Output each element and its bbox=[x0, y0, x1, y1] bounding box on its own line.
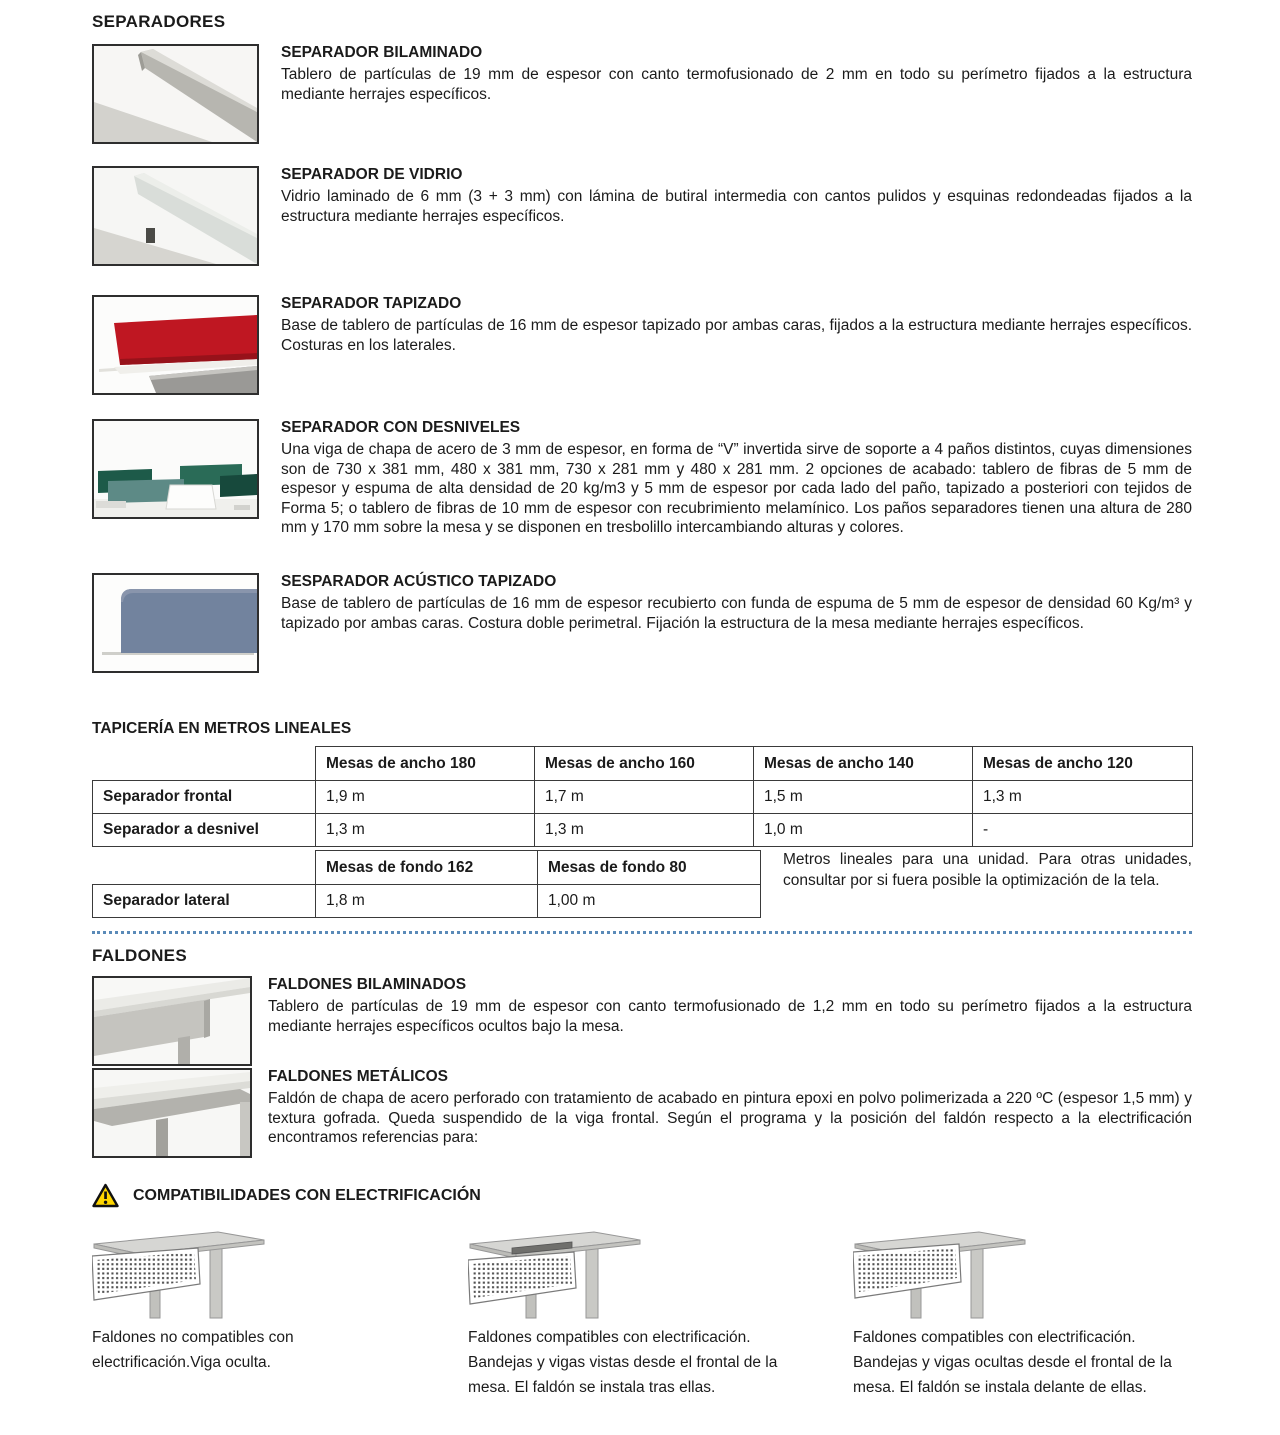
item-text bbox=[259, 419, 1192, 538]
table-cell: 1,3 m bbox=[316, 814, 535, 847]
warning-triangle-icon bbox=[92, 1183, 119, 1208]
list-item bbox=[92, 573, 1192, 673]
item-body: Vidrio laminado de 6 mm (3 + 3 mm) con lámina de butiral intermedia con cantos pulidos y esquinas redondeadas fijados a la estructura mediante herrajes específicos. bbox=[281, 188, 1192, 225]
desk-diagram-svg bbox=[468, 1230, 643, 1320]
table-header-row bbox=[93, 851, 761, 885]
diagram-faldon-vigas-vistas bbox=[468, 1230, 643, 1320]
column-header: Mesas de fondo 162 bbox=[316, 851, 538, 885]
table-corner-cell bbox=[93, 851, 316, 885]
tapiceria-note: Metros lineales para una unidad. Para otras unidades, consultar por si fuera posible la optimización de la tela. bbox=[783, 851, 1192, 889]
table-row bbox=[93, 781, 1193, 814]
compatibilidades-header bbox=[92, 1183, 481, 1208]
column-header: Mesas de ancho 160 bbox=[535, 747, 754, 781]
column-header: Mesas de fondo 80 bbox=[538, 851, 761, 885]
faldon-bilaminado-illustration bbox=[94, 978, 250, 1064]
photo-separador-con-desniveles bbox=[92, 419, 259, 519]
list-item bbox=[92, 1068, 1192, 1158]
row-label: Separador lateral bbox=[93, 885, 316, 918]
photo-separador-acustico bbox=[92, 573, 259, 673]
table-cell: 1,5 m bbox=[754, 781, 973, 814]
item-text bbox=[259, 166, 1192, 266]
list-item bbox=[92, 976, 1192, 1066]
item-body: Base de tablero de partículas de 16 mm de espesor recubierto con funda de espuma de 5 mm de espesor de densidad 60 Kg/m³ y tapizado por ambas caras. Costura doble perimetral. Fijación la estructura de la mesa mediante herrajes específicos. bbox=[281, 595, 1192, 632]
item-title: FALDONES METÁLICOS bbox=[268, 1068, 448, 1085]
item-body: Tablero de partículas de 19 mm de espesor con canto termofusionado de 1,2 mm en todo su perímetro fijados a la estructura mediante herrajes específicos ocultos bajo la mesa. bbox=[268, 998, 1192, 1035]
separador-desniveles-illustration bbox=[94, 421, 257, 517]
column-header: Mesas de ancho 140 bbox=[754, 747, 973, 781]
item-title: SEPARADOR CON DESNIVELES bbox=[281, 419, 521, 436]
item-text bbox=[252, 976, 1192, 1066]
list-item bbox=[92, 44, 1192, 144]
photo-separador-vidrio bbox=[92, 166, 259, 266]
item-text bbox=[259, 573, 1192, 673]
separador-tapizado-illustration bbox=[94, 297, 257, 393]
figure-caption: Faldones no compatibles con electrificación.Viga oculta. bbox=[92, 1329, 294, 1371]
photo-separador-tapizado bbox=[92, 295, 259, 395]
photo-faldon-bilaminado bbox=[92, 976, 252, 1066]
diagram-faldon-vigas-ocultas bbox=[853, 1230, 1028, 1320]
faldon-metalico-illustration bbox=[94, 1070, 250, 1156]
list-item bbox=[92, 419, 1192, 538]
table-cell: - bbox=[973, 814, 1193, 847]
table-row bbox=[93, 885, 761, 918]
item-title: SEPARADOR BILAMINADO bbox=[281, 44, 483, 61]
item-body: Tablero de partículas de 19 mm de espesor con canto termofusionado de 2 mm en todo su perímetro fijados a la estructura mediante herrajes específicos. bbox=[281, 66, 1192, 103]
row-label: Separador frontal bbox=[93, 781, 316, 814]
figure-caption: Faldones compatibles con electrificación. Bandejas y vigas vistas desde el frontal de la mesa. El faldón se instala tras ellas. bbox=[468, 1329, 778, 1396]
separadores-heading: SEPARADORES bbox=[92, 12, 226, 31]
table-cell: 1,00 m bbox=[538, 885, 761, 918]
item-text bbox=[252, 1068, 1192, 1158]
separador-bilaminado-illustration bbox=[94, 46, 257, 142]
photo-faldon-metalico bbox=[92, 1068, 252, 1158]
row-label: Separador a desnivel bbox=[93, 814, 316, 847]
table-corner-cell bbox=[93, 747, 316, 781]
desk-diagram-svg bbox=[92, 1230, 267, 1320]
item-title: SEPARADOR TAPIZADO bbox=[281, 295, 462, 312]
faldones-heading: FALDONES bbox=[92, 946, 187, 965]
tapiceria-table-fondo bbox=[92, 850, 761, 918]
tapiceria-heading: TAPICERÍA EN METROS LINEALES bbox=[92, 720, 352, 737]
item-title: SESPARADOR ACÚSTICO TAPIZADO bbox=[281, 573, 557, 590]
item-title: FALDONES BILAMINADOS bbox=[268, 976, 467, 993]
diagram-faldon-viga-oculta bbox=[92, 1230, 267, 1320]
table-cell: 1,0 m bbox=[754, 814, 973, 847]
item-text bbox=[259, 44, 1192, 144]
item-body: Base de tablero de partículas de 16 mm de espesor tapizado por ambas caras, fijados a la estructura mediante herrajes específicos. Costuras en los laterales. bbox=[281, 317, 1192, 354]
table-cell: 1,8 m bbox=[316, 885, 538, 918]
table-cell: 1,7 m bbox=[535, 781, 754, 814]
list-item bbox=[92, 166, 1192, 266]
table-row bbox=[93, 814, 1193, 847]
separador-acustico-illustration bbox=[94, 575, 257, 671]
table-header-row bbox=[93, 747, 1193, 781]
table-cell: 1,3 m bbox=[535, 814, 754, 847]
item-text bbox=[259, 295, 1192, 395]
separador-vidrio-illustration bbox=[94, 168, 257, 264]
section-divider bbox=[92, 931, 1192, 934]
item-title: SEPARADOR DE VIDRIO bbox=[281, 166, 463, 183]
table-cell: 1,9 m bbox=[316, 781, 535, 814]
compatibilidades-heading: COMPATIBILIDADES CON ELECTRIFICACIÓN bbox=[133, 1186, 481, 1204]
item-body: Faldón de chapa de acero perforado con tratamiento de acabado en pintura epoxi en polvo polimerizada a 220 ºC (espesor 1,5 mm) y textura gofrada. Queda suspendido de la viga frontal. Según el programa y la posición del faldón respecto a la electrificación encontramos referencias para: bbox=[268, 1090, 1192, 1146]
list-item bbox=[92, 295, 1192, 395]
column-header: Mesas de ancho 180 bbox=[316, 747, 535, 781]
figure-caption: Faldones compatibles con electrificación. Bandejas y vigas ocultas desde el frontal de la mesa. El faldón se instala delante de ellas. bbox=[853, 1329, 1172, 1396]
photo-separador-bilaminado bbox=[92, 44, 259, 144]
table-cell: 1,3 m bbox=[973, 781, 1193, 814]
tapiceria-table-ancho bbox=[92, 746, 1193, 847]
column-header: Mesas de ancho 120 bbox=[973, 747, 1193, 781]
desk-diagram-svg bbox=[853, 1230, 1028, 1320]
item-body: Una viga de chapa de acero de 3 mm de espesor, en forma de “V” invertida sirve de soporte a 4 paños distintos, cuyas dimensiones son de 730 x 381 mm, 480 x 381 mm, 730 x 281 mm y 480 x 281 mm. 2 opciones de acabado: tablero de fibras de 5 mm de espesor y espuma de alta densidad de 20 kg/m3 y 5 mm de espesor por cada lado del paño, tapizado a posteriori con tejidos de Forma 5; o tablero de fibras de 10 mm de espesor con recubrimiento melamínico. Los paños separadores tienen una altura de 280 mm y 170 mm sobre la mesa y se disponen en tresbolillo intercambiando alturas y colores. bbox=[281, 441, 1192, 536]
